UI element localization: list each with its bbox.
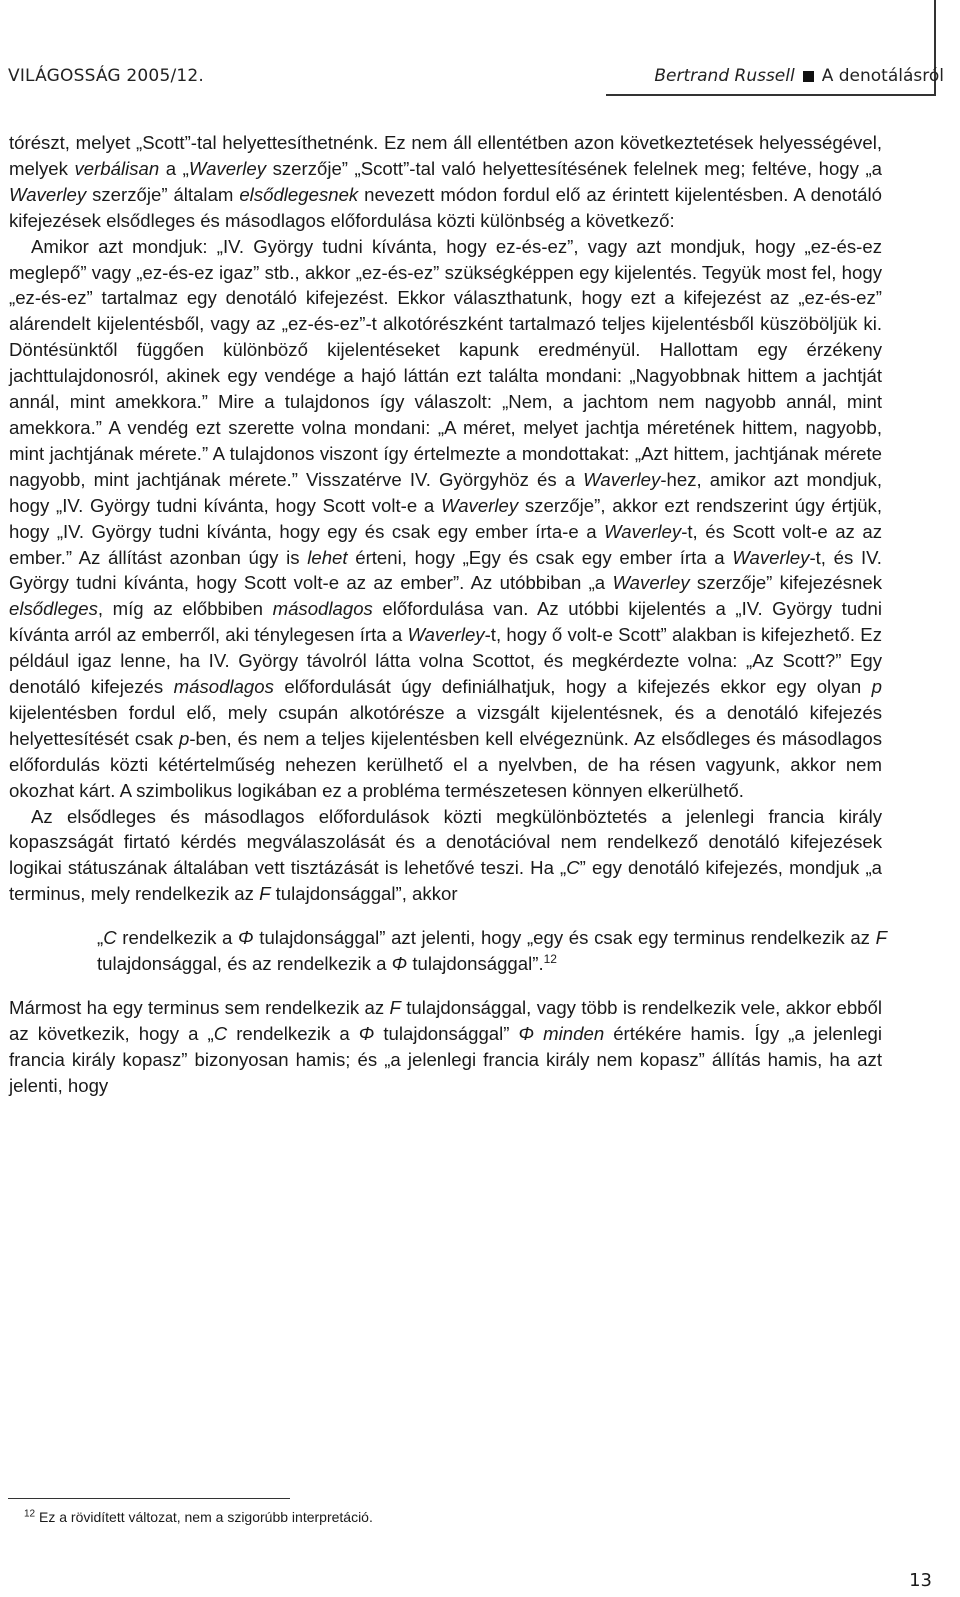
page-number: 13 (909, 1570, 932, 1591)
text-run: -t, és IV. György tudni kívánta, hogy Scott volt-e az az ember”. Az utóbbiban „a (9, 546, 882, 594)
text-run: C (103, 927, 117, 949)
block-quote (97, 925, 887, 977)
text-run: előfordulását úgy definiálhatjuk, hogy a kifejezés ekkor egy olyan (273, 676, 872, 698)
text-run: tulajdonsággal”. (407, 953, 544, 975)
text-run: szerzője” általam (86, 183, 240, 205)
text-run: Amikor azt mondjuk: „IV. György tudni kívánta, hogy ez-és-ez”, vagy azt mondjuk, hogy „ez-és-ez meglepő” vagy „ez-és-ez igaz” stb., akkor „ez-és-ez” szükségképpen egy kijelentés. Tegyük most fel, hogy „ez-és-ez” tartalmaz egy denotáló kifejezést. Ekkor választhatunk, hogy ezt a kifejezést az „ez-és-ez” alárendelt kijelentésből, vagy az „ez-és-ez”-t alkotórészként tartalmazó teljes kijelentésből küszöböljük ki. Döntésünktől függően különböző kijelentéseket kapunk eredményül. Hallottam egy érzékeny jachttulajdonosról, akinek egy vendége a hajó láttán ezt találta mondani: „Nagyobbnak hittem a jachtját annál, mint amekkora.” Mire a tulajdonos így válaszolt: „Nem, a jachtom nem nagyobb annál, mint amekkora.” A vendég ezt szerette volna mondani: „A méret, melyet jachtja méretének hittem, nagyobb, mint jachtjának mérete.” A tulajdonos viszont így értelmezte a mondottakat: „Azt hittem, jachtjának mérete nagyobb, mint jachtjának mérete.” Visszatérve IV. Györgyhöz és a (9, 235, 882, 490)
footnote-divider (8, 1498, 290, 1499)
text-run: szerzője” „Scott”-tal való helyettesítésének felelnek meg; feltéve, hogy „a (266, 157, 883, 179)
text-run: p (871, 676, 882, 698)
footnote-text: Ez a rövidített változat, nem a szigorúbb interpretáció. (39, 1509, 373, 1525)
text-run: p (179, 727, 190, 749)
text-run: érteni, hogy „Egy és csak egy ember írta a (347, 546, 733, 568)
text-run: Φ (391, 953, 408, 975)
footnote-ref: 12 (543, 951, 557, 966)
text-run: szerzője”, akkor ezt rendszerint úgy értjük, hogy „IV. György tudni kívánta, hogy egy és csak egy ember írta-e a (9, 494, 883, 542)
body-text (9, 130, 888, 1099)
page-header (0, 0, 960, 100)
text-run: Waverley (441, 494, 519, 516)
text-run: Waverley (583, 468, 661, 490)
text-run: ” egy denotáló kifejezés, mondjuk „a terminus, mely rendelkezik az (9, 857, 882, 905)
text-run: -t, és Scott volt-e az az ember.” Az állítást azonban úgy is (9, 520, 882, 568)
text-run: tulajdonsággal, vagy több is rendelkezik vele, akkor ebből az következik, hogy a „ (9, 997, 882, 1044)
text-run: -t, hogy ő volt-e Scott” alakban is kifejezhető. Ez például igaz lenne, ha IV. György távolról látta volna Scottot, és megkérdezte volna: „Az Scott?” Egy denotáló kifejezés (9, 624, 882, 698)
text-run: C (566, 857, 580, 879)
text-run: Waverley (407, 624, 485, 646)
running-title (654, 66, 944, 86)
text-run: Az elsődleges és másodlagos előfordulások közti megkülönböztetés a jelenlegi francia király kopaszságát firtató kérdés megválaszolását és a denotációval nem rendelkező denotáló kifejezések logikai státuszának általában vett tisztázását is lehetővé teszi. Ha „ (9, 805, 882, 879)
text-run: Waverley (9, 183, 87, 205)
text-run: F (875, 927, 888, 949)
text-run: verbálisan (74, 157, 160, 179)
text-run: kijelentésben fordul elő, mely csupán alkotórésze a vizsgált kijelentésnek, és a denotáló kifejezés helyettesítését csak (9, 701, 882, 749)
text-run: Waverley (604, 520, 682, 542)
text-run: elsődleges (9, 598, 98, 620)
footnote-number: 12 (24, 1508, 36, 1520)
text-run: rendelkezik a (116, 927, 239, 949)
text-run: Waverley (188, 157, 267, 179)
text-run: C (213, 1022, 228, 1044)
text-run: Waverley (612, 572, 690, 594)
text-run: tórészt, melyet „Scott”-tal helyettesíthetnénk. Ez nem áll ellentétben azon következtetések helyességével, melyek (9, 132, 882, 179)
text-run: Φ (358, 1022, 375, 1044)
text-run: nevezett módon fordul elő az érintett kijelentésben. A denotáló kifejezések elsődleges és másodlagos előfordulása közti különbség a következő: (9, 183, 882, 231)
text-run: Mármost ha egy terminus sem rendelkezik az (9, 997, 390, 1018)
text-run: tulajdonsággal” (374, 1022, 519, 1044)
text-run: a „ (159, 157, 189, 179)
journal-issue: VILÁGOSSÁG 2005/12. (8, 66, 205, 86)
text-run: „ (97, 927, 104, 949)
footnote (24, 1508, 373, 1526)
text-run: F (259, 883, 271, 905)
text-run: lehet (307, 546, 348, 568)
text-run: értékére hamis. Így „a jelenlegi francia király kopasz” bizonyosan hamis; és „a jelenlegi francia király nem kopasz” állítás hamis, ha azt jelenti, hogy (9, 1022, 883, 1096)
text-run: másodlagos (173, 676, 274, 698)
text-run: tulajdonsággal” azt jelenti, hogy „egy és csak egy terminus rendelkezik az (253, 927, 876, 949)
paragraph (9, 995, 882, 1099)
text-run: Waverley (732, 546, 810, 568)
text-run: elsődlegesnek (239, 183, 359, 205)
article-title: A denotálásról (821, 66, 944, 86)
paragraph (9, 130, 882, 234)
text-run: előfordulása van. Az utóbbi kijelentés a „IV. György tudni kívánta arról az emberről, aki ténylegesen írta a (9, 598, 882, 646)
paragraph (9, 234, 882, 804)
text-run: másodlagos (272, 598, 373, 620)
author-name: Bertrand Russell (654, 66, 795, 86)
text-run: -hez, amikor azt mondjuk, hogy „IV. György tudni kívánta, hogy Scott volt-e a (9, 468, 883, 516)
text-run: F (389, 997, 401, 1018)
text-run: Φ (238, 927, 254, 949)
text-run: szerzője” kifejezésnek (689, 572, 882, 594)
text-run: tulajdonsággal, és az rendelkezik a (97, 953, 392, 975)
text-run: tulajdonsággal”, akkor (270, 883, 458, 905)
text-run: -ben, és nem a teljes kijelentésben kell elvégeznünk. Az elsődleges és másodlagos előfordulás közti kétértelműség nehezen kerülhető el a nyelvben, de ha résen vagyunk, akkor nem okozhat kárt. A szimbolikus logikában ez a probléma természetesen könnyen elkerülhető. (9, 727, 882, 801)
text-run: Φ minden (518, 1022, 605, 1044)
text-run: , míg az előbbiben (97, 598, 273, 620)
text-run: rendelkezik a (227, 1022, 359, 1044)
square-bullet-icon (803, 71, 814, 82)
paragraph (9, 804, 882, 908)
